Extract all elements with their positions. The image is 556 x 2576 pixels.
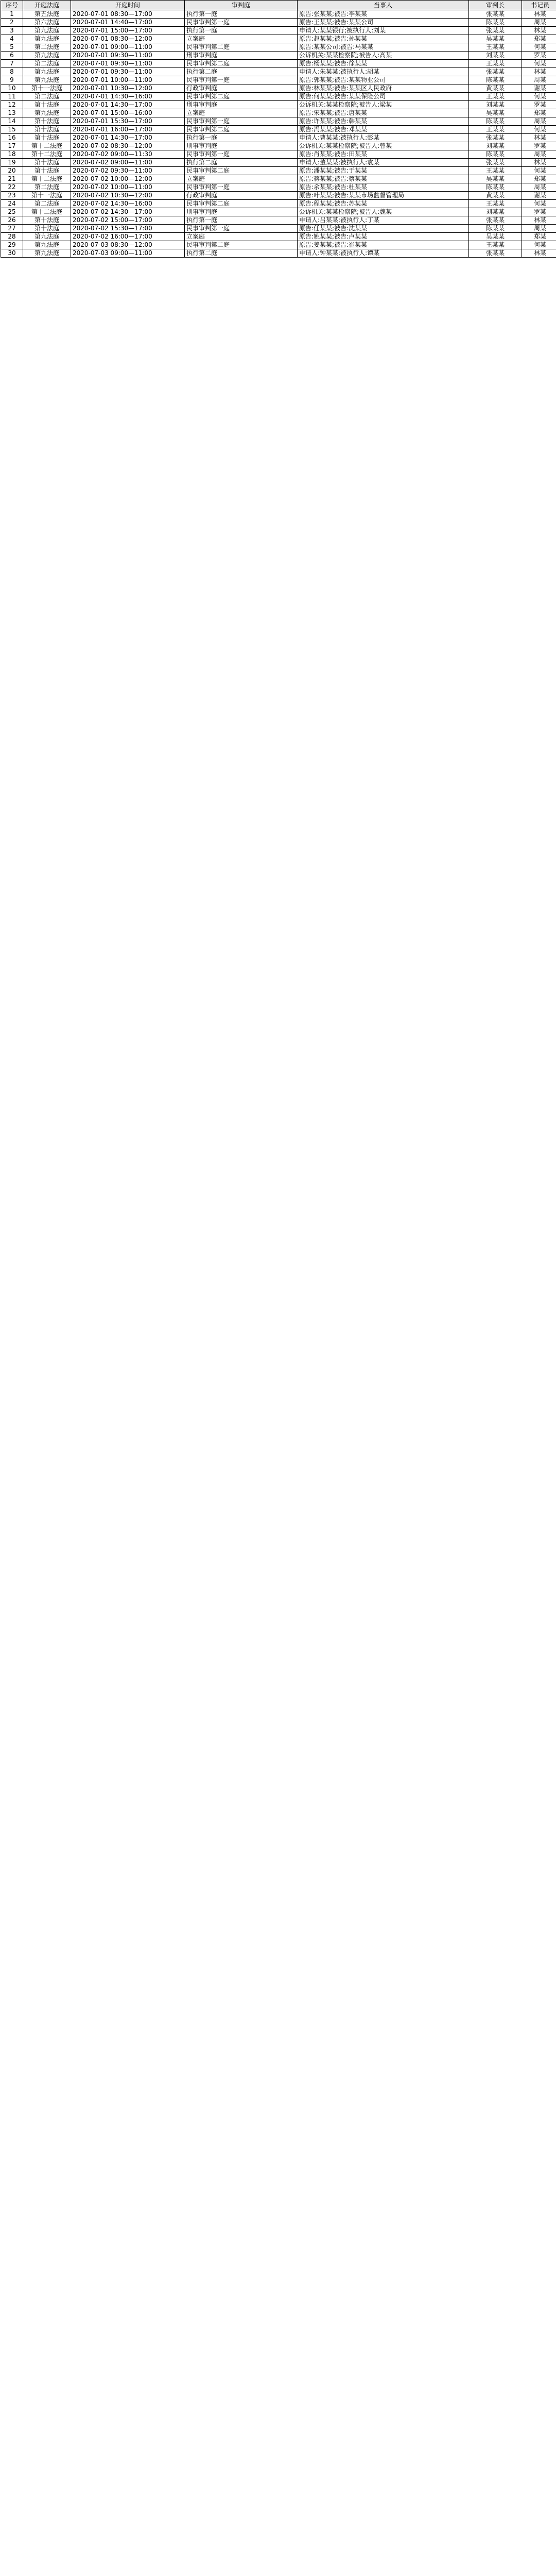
- cell-presiding-judge: 刘某某: [469, 52, 522, 60]
- cell-courtroom: 第十一法庭: [23, 192, 71, 200]
- cell-department: 立案庭: [185, 35, 298, 43]
- table-header-row: [1, 1, 556, 10]
- cell-clerk: 何某: [522, 43, 556, 52]
- cell-time: 2020-07-01 16:00—17:00: [71, 126, 185, 134]
- cell-clerk: 林某: [522, 10, 556, 19]
- table-body: [1, 10, 556, 258]
- cell-courtroom: 第十法庭: [23, 167, 71, 175]
- cell-courtroom: 第十二法庭: [23, 150, 71, 159]
- cell-parties: 申请人:钟某某;被执行人:谭某: [298, 249, 469, 258]
- table-row: [1, 241, 556, 249]
- cell-courtroom: 第五法庭: [23, 10, 71, 19]
- cell-parties: 原告:王某某;被告:某某公司: [298, 19, 469, 27]
- cell-presiding-judge: 吴某某: [469, 35, 522, 43]
- cell-department: 执行第一庭: [185, 134, 298, 142]
- cell-courtroom: 第九法庭: [23, 233, 71, 241]
- cell-parties: 原告:潘某某;被告:于某某: [298, 167, 469, 175]
- cell-courtroom: 第十法庭: [23, 159, 71, 167]
- table-row: [1, 216, 556, 225]
- cell-department: 民事审判第二庭: [185, 241, 298, 249]
- cell-seq: 17: [1, 142, 23, 150]
- cell-time: 2020-07-02 15:30—17:00: [71, 225, 185, 233]
- cell-parties: 原告:张某某;被告:李某某: [298, 10, 469, 19]
- cell-clerk: 何某: [522, 93, 556, 101]
- cell-courtroom: 第十法庭: [23, 101, 71, 109]
- cell-clerk: 何某: [522, 126, 556, 134]
- cell-courtroom: 第十二法庭: [23, 142, 71, 150]
- cell-seq: 3: [1, 27, 23, 35]
- cell-presiding-judge: 张某某: [469, 216, 522, 225]
- table-row: [1, 101, 556, 109]
- table-row: [1, 208, 556, 216]
- cell-presiding-judge: 陈某某: [469, 117, 522, 126]
- cell-parties: 原告:某某公司;被告:马某某: [298, 43, 469, 52]
- cell-time: 2020-07-01 09:30—11:00: [71, 60, 185, 68]
- header-department: 审判庭: [185, 1, 298, 10]
- cell-department: 执行第一庭: [185, 10, 298, 19]
- table-row: [1, 52, 556, 60]
- cell-seq: 25: [1, 208, 23, 216]
- cell-department: 民事审判第二庭: [185, 126, 298, 134]
- cell-seq: 24: [1, 200, 23, 208]
- cell-parties: 原告:冯某某;被告:邓某某: [298, 126, 469, 134]
- cell-department: 民事审判第一庭: [185, 183, 298, 192]
- cell-time: 2020-07-01 10:30—12:00: [71, 84, 185, 93]
- cell-seq: 16: [1, 134, 23, 142]
- cell-time: 2020-07-01 08:30—17:00: [71, 10, 185, 19]
- cell-department: 执行第一庭: [185, 216, 298, 225]
- cell-time: 2020-07-01 15:00—16:00: [71, 109, 185, 117]
- cell-clerk: 林某: [522, 159, 556, 167]
- court-schedule-table: [1, 0, 556, 258]
- cell-time: 2020-07-02 14:30—17:00: [71, 208, 185, 216]
- header-courtroom: 开庭法庭: [23, 1, 71, 10]
- cell-courtroom: 第十法庭: [23, 225, 71, 233]
- table-row: [1, 200, 556, 208]
- cell-seq: 6: [1, 52, 23, 60]
- cell-clerk: 罗某: [522, 52, 556, 60]
- cell-time: 2020-07-02 10:00—12:00: [71, 175, 185, 183]
- cell-presiding-judge: 吴某某: [469, 233, 522, 241]
- cell-parties: 原告:蒋某某;被告:蔡某某: [298, 175, 469, 183]
- cell-time: 2020-07-02 15:00—17:00: [71, 216, 185, 225]
- cell-time: 2020-07-01 09:00—11:00: [71, 43, 185, 52]
- cell-time: 2020-07-01 08:30—12:00: [71, 35, 185, 43]
- cell-courtroom: 第二法庭: [23, 60, 71, 68]
- cell-parties: 原告:任某某;被告:沈某某: [298, 225, 469, 233]
- header-presiding-judge: 审判长: [469, 1, 522, 10]
- cell-seq: 15: [1, 126, 23, 134]
- cell-seq: 22: [1, 183, 23, 192]
- cell-parties: 原告:叶某某;被告:某某市场监督管理局: [298, 192, 469, 200]
- cell-parties: 公诉机关:某某检察院;被告人:魏某: [298, 208, 469, 216]
- cell-presiding-judge: 黄某某: [469, 84, 522, 93]
- cell-presiding-judge: 刘某某: [469, 101, 522, 109]
- cell-parties: 原告:余某某;被告:杜某某: [298, 183, 469, 192]
- cell-clerk: 郑某: [522, 109, 556, 117]
- cell-courtroom: 第九法庭: [23, 76, 71, 84]
- table-row: [1, 76, 556, 84]
- cell-parties: 原告:林某某;被告:某某区人民政府: [298, 84, 469, 93]
- cell-courtroom: 第九法庭: [23, 241, 71, 249]
- cell-time: 2020-07-01 14:40—17:00: [71, 19, 185, 27]
- table-row: [1, 225, 556, 233]
- cell-parties: 申请人:曹某某;被执行人:彭某: [298, 134, 469, 142]
- cell-time: 2020-07-03 08:30—12:00: [71, 241, 185, 249]
- cell-seq: 21: [1, 175, 23, 183]
- table-row: [1, 84, 556, 93]
- cell-parties: 原告:肖某某;被告:田某某: [298, 150, 469, 159]
- cell-clerk: 林某: [522, 216, 556, 225]
- cell-department: 刑事审判庭: [185, 52, 298, 60]
- cell-time: 2020-07-01 14:30—17:00: [71, 134, 185, 142]
- table-row: [1, 249, 556, 258]
- cell-parties: 公诉机关:某某检察院;被告人:梁某: [298, 101, 469, 109]
- cell-department: 民事审判第二庭: [185, 43, 298, 52]
- cell-courtroom: 第二法庭: [23, 93, 71, 101]
- cell-parties: 原告:许某某;被告:韩某某: [298, 117, 469, 126]
- cell-time: 2020-07-02 09:00—11:00: [71, 159, 185, 167]
- cell-courtroom: 第十法庭: [23, 216, 71, 225]
- table-row: [1, 27, 556, 35]
- cell-parties: 申请人:吕某某;被执行人:丁某: [298, 216, 469, 225]
- cell-courtroom: 第九法庭: [23, 109, 71, 117]
- cell-seq: 1: [1, 10, 23, 19]
- cell-clerk: 何某: [522, 167, 556, 175]
- cell-department: 刑事审判庭: [185, 101, 298, 109]
- cell-clerk: 何某: [522, 241, 556, 249]
- table-row: [1, 109, 556, 117]
- table-row: [1, 175, 556, 183]
- cell-presiding-judge: 王某某: [469, 43, 522, 52]
- table-row: [1, 19, 556, 27]
- cell-department: 立案庭: [185, 109, 298, 117]
- cell-department: 民事审判第一庭: [185, 117, 298, 126]
- cell-clerk: 郑某: [522, 35, 556, 43]
- cell-department: 执行第一庭: [185, 27, 298, 35]
- cell-parties: 原告:郭某某;被告:某某物业公司: [298, 76, 469, 84]
- table-row: [1, 93, 556, 101]
- cell-time: 2020-07-02 14:30—16:00: [71, 200, 185, 208]
- cell-parties: 公诉机关:某某检察院;被告人:曾某: [298, 142, 469, 150]
- cell-time: 2020-07-02 08:30—12:00: [71, 142, 185, 150]
- cell-presiding-judge: 王某某: [469, 200, 522, 208]
- cell-department: 民事审判第二庭: [185, 60, 298, 68]
- cell-courtroom: 第十一法庭: [23, 84, 71, 93]
- cell-clerk: 周某: [522, 225, 556, 233]
- cell-seq: 10: [1, 84, 23, 93]
- cell-department: 民事审判第一庭: [185, 76, 298, 84]
- cell-presiding-judge: 吴某某: [469, 175, 522, 183]
- cell-clerk: 谢某: [522, 192, 556, 200]
- cell-presiding-judge: 王某某: [469, 126, 522, 134]
- cell-time: 2020-07-01 14:30—16:00: [71, 93, 185, 101]
- cell-clerk: 谢某: [522, 84, 556, 93]
- table-row: [1, 10, 556, 19]
- cell-seq: 7: [1, 60, 23, 68]
- cell-presiding-judge: 陈某某: [469, 76, 522, 84]
- cell-courtroom: 第二法庭: [23, 200, 71, 208]
- cell-clerk: 何某: [522, 60, 556, 68]
- cell-time: 2020-07-03 09:00—11:00: [71, 249, 185, 258]
- cell-presiding-judge: 吴某某: [469, 109, 522, 117]
- cell-courtroom: 第二法庭: [23, 183, 71, 192]
- cell-parties: 原告:何某某;被告:某某保险公司: [298, 93, 469, 101]
- cell-seq: 11: [1, 93, 23, 101]
- cell-department: 立案庭: [185, 175, 298, 183]
- cell-seq: 19: [1, 159, 23, 167]
- cell-seq: 4: [1, 35, 23, 43]
- cell-courtroom: 第十二法庭: [23, 175, 71, 183]
- cell-clerk: 林某: [522, 249, 556, 258]
- cell-seq: 20: [1, 167, 23, 175]
- cell-time: 2020-07-02 09:30—11:00: [71, 167, 185, 175]
- table-row: [1, 68, 556, 76]
- cell-presiding-judge: 刘某某: [469, 142, 522, 150]
- cell-parties: 原告:姜某某;被告:崔某某: [298, 241, 469, 249]
- cell-clerk: 罗某: [522, 142, 556, 150]
- cell-courtroom: 第十法庭: [23, 126, 71, 134]
- cell-clerk: 何某: [522, 200, 556, 208]
- cell-clerk: 周某: [522, 150, 556, 159]
- table-row: [1, 159, 556, 167]
- cell-department: 刑事审判庭: [185, 142, 298, 150]
- cell-courtroom: 第九法庭: [23, 68, 71, 76]
- cell-parties: 申请人:董某某;被执行人:袁某: [298, 159, 469, 167]
- cell-department: 执行第二庭: [185, 249, 298, 258]
- cell-presiding-judge: 陈某某: [469, 150, 522, 159]
- table-row: [1, 126, 556, 134]
- cell-presiding-judge: 张某某: [469, 27, 522, 35]
- cell-presiding-judge: 王某某: [469, 93, 522, 101]
- cell-clerk: 林某: [522, 27, 556, 35]
- cell-presiding-judge: 张某某: [469, 10, 522, 19]
- cell-courtroom: 第九法庭: [23, 249, 71, 258]
- cell-presiding-judge: 张某某: [469, 249, 522, 258]
- cell-department: 民事审判第二庭: [185, 200, 298, 208]
- cell-department: 执行第二庭: [185, 159, 298, 167]
- cell-department: 民事审判第二庭: [185, 93, 298, 101]
- cell-time: 2020-07-02 10:30—12:00: [71, 192, 185, 200]
- cell-department: 行政审判庭: [185, 84, 298, 93]
- cell-seq: 29: [1, 241, 23, 249]
- cell-seq: 18: [1, 150, 23, 159]
- cell-parties: 原告:姚某某;被告:卢某某: [298, 233, 469, 241]
- cell-courtroom: 第十法庭: [23, 117, 71, 126]
- cell-courtroom: 第九法庭: [23, 35, 71, 43]
- cell-presiding-judge: 张某某: [469, 134, 522, 142]
- cell-parties: 原告:宋某某;被告:唐某某: [298, 109, 469, 117]
- cell-time: 2020-07-01 14:30—17:00: [71, 101, 185, 109]
- cell-time: 2020-07-02 16:00—17:00: [71, 233, 185, 241]
- cell-clerk: 罗某: [522, 101, 556, 109]
- table-row: [1, 183, 556, 192]
- cell-seq: 28: [1, 233, 23, 241]
- header-time: 开庭时间: [71, 1, 185, 10]
- cell-seq: 8: [1, 68, 23, 76]
- cell-clerk: 罗某: [522, 208, 556, 216]
- cell-department: 民事审判第一庭: [185, 225, 298, 233]
- header-seq: 序号: [1, 1, 23, 10]
- table-row: [1, 35, 556, 43]
- cell-department: 行政审判庭: [185, 192, 298, 200]
- cell-presiding-judge: 陈某某: [469, 225, 522, 233]
- cell-clerk: 林某: [522, 68, 556, 76]
- cell-clerk: 周某: [522, 117, 556, 126]
- cell-seq: 14: [1, 117, 23, 126]
- cell-presiding-judge: 陈某某: [469, 183, 522, 192]
- table-row: [1, 150, 556, 159]
- cell-parties: 原告:赵某某;被告:孙某某: [298, 35, 469, 43]
- cell-seq: 9: [1, 76, 23, 84]
- cell-department: 执行第二庭: [185, 68, 298, 76]
- cell-presiding-judge: 张某某: [469, 159, 522, 167]
- cell-clerk: 周某: [522, 76, 556, 84]
- table-row: [1, 134, 556, 142]
- cell-seq: 27: [1, 225, 23, 233]
- cell-seq: 30: [1, 249, 23, 258]
- table-row: [1, 117, 556, 126]
- cell-parties: 原告:杨某某;被告:徐某某: [298, 60, 469, 68]
- cell-time: 2020-07-01 09:30—11:00: [71, 52, 185, 60]
- cell-department: 刑事审判庭: [185, 208, 298, 216]
- cell-parties: 原告:程某某;被告:苏某某: [298, 200, 469, 208]
- cell-courtroom: 第二法庭: [23, 43, 71, 52]
- cell-parties: 申请人:某某银行;被执行人:刘某: [298, 27, 469, 35]
- cell-clerk: 周某: [522, 183, 556, 192]
- table-row: [1, 43, 556, 52]
- table-row: [1, 60, 556, 68]
- table-row: [1, 233, 556, 241]
- cell-seq: 2: [1, 19, 23, 27]
- cell-clerk: 郑某: [522, 175, 556, 183]
- cell-seq: 23: [1, 192, 23, 200]
- cell-parties: 申请人:朱某某;被执行人:胡某: [298, 68, 469, 76]
- table-row: [1, 167, 556, 175]
- header-parties: 当事人: [298, 1, 469, 10]
- cell-courtroom: 第十二法庭: [23, 208, 71, 216]
- cell-seq: 5: [1, 43, 23, 52]
- header-clerk: 书记员: [522, 1, 556, 10]
- cell-presiding-judge: 张某某: [469, 68, 522, 76]
- cell-seq: 12: [1, 101, 23, 109]
- cell-seq: 26: [1, 216, 23, 225]
- cell-time: 2020-07-01 10:00—11:00: [71, 76, 185, 84]
- cell-presiding-judge: 刘某某: [469, 208, 522, 216]
- cell-time: 2020-07-02 09:00—11:30: [71, 150, 185, 159]
- cell-clerk: 林某: [522, 134, 556, 142]
- cell-department: 民事审判第二庭: [185, 167, 298, 175]
- cell-presiding-judge: 黄某某: [469, 192, 522, 200]
- cell-time: 2020-07-02 10:00—11:00: [71, 183, 185, 192]
- cell-seq: 13: [1, 109, 23, 117]
- cell-presiding-judge: 王某某: [469, 60, 522, 68]
- cell-courtroom: 第九法庭: [23, 52, 71, 60]
- cell-courtroom: 第十法庭: [23, 134, 71, 142]
- table-row: [1, 192, 556, 200]
- cell-presiding-judge: 王某某: [469, 241, 522, 249]
- cell-department: 民事审判第一庭: [185, 150, 298, 159]
- cell-parties: 公诉机关:某某检察院;被告人:高某: [298, 52, 469, 60]
- cell-time: 2020-07-01 15:30—17:00: [71, 117, 185, 126]
- cell-time: 2020-07-01 09:30—11:00: [71, 68, 185, 76]
- cell-courtroom: 第六法庭: [23, 19, 71, 27]
- cell-presiding-judge: 王某某: [469, 167, 522, 175]
- cell-department: 立案庭: [185, 233, 298, 241]
- table-row: [1, 142, 556, 150]
- cell-courtroom: 第九法庭: [23, 27, 71, 35]
- cell-clerk: 周某: [522, 19, 556, 27]
- cell-clerk: 郑某: [522, 233, 556, 241]
- cell-department: 民事审判第一庭: [185, 19, 298, 27]
- cell-presiding-judge: 陈某某: [469, 19, 522, 27]
- cell-time: 2020-07-01 15:00—17:00: [71, 27, 185, 35]
